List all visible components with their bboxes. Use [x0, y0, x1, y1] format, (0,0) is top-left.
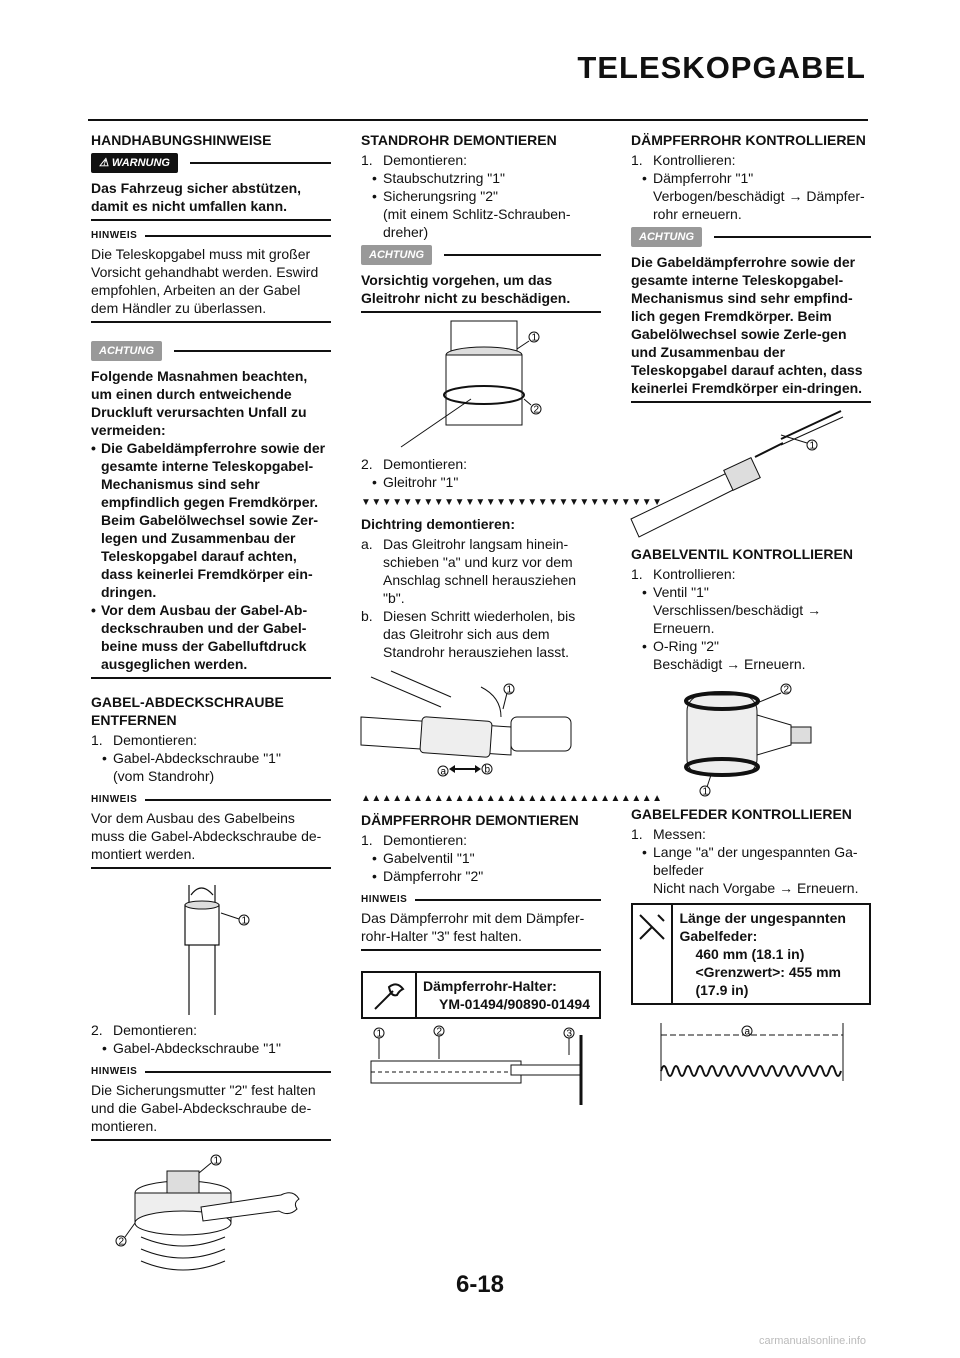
spring-spec-value-1: 460 mm (18.1 in)	[695, 946, 805, 962]
hinweis-3-text: Die Sicherungsmutter "2" fest halten und die Gabel-Abdeckschraube de-montieren.	[91, 1082, 316, 1134]
heading-daempfer-demontieren: DÄMPFERROHR DEMONTIEREN	[361, 812, 579, 828]
heading-handhabung: HANDHABUNGSHINWEISE	[91, 132, 272, 148]
page-number: 6-18	[455, 1271, 505, 1298]
hinweis-1-text: Die Teleskopgabel muss mit großer Vorsicht gehandhabt werden. Eswird empfohlen, Arbeiten an der Gabel dem Händler zu überlassen.	[91, 246, 319, 316]
figure-fork-spring	[631, 1011, 871, 1091]
figure-slide-tube	[361, 667, 601, 787]
figure-dust-seal	[361, 319, 601, 449]
callout-2: 2	[783, 684, 790, 696]
callout-1: 1	[531, 332, 538, 344]
callout-2: 2	[533, 404, 540, 416]
callout-a: a	[440, 766, 447, 778]
step-1: 1. Demontieren:	[91, 732, 198, 748]
header-rule	[88, 119, 868, 121]
heading-feder: GABELFEDER KONTROLLIEREN	[631, 806, 852, 822]
standrohr-step-1: 1. Demontieren:	[361, 152, 468, 168]
hinweis-4-header: HINWEIS	[361, 891, 601, 909]
achtung-1-intro: Folgende Masnahmen beachten, um einen durch entweichende Druckluft verursachten Unfall zu vermeiden:	[91, 368, 308, 438]
daempfer-bullet-2: • Dämpferrohr "2"	[361, 867, 601, 885]
callout-1: 1	[809, 440, 816, 452]
ventil-step-1: 1. Kontrollieren:	[631, 566, 736, 582]
heading-dichtring: Dichtring demontieren:	[361, 516, 516, 532]
callout-1: 1	[241, 915, 248, 927]
hinweis-3-header: HINWEIS	[91, 1063, 331, 1081]
standrohr-bullet-2: • Sicherungsring "2"	[361, 187, 601, 205]
achtung-2-header: ACHTUNG	[361, 245, 601, 265]
ventil-sub-2: Erneuern.	[653, 620, 715, 636]
figure-fork-valve	[631, 679, 871, 799]
ventil-bullet-2: • O-Ring "2"	[631, 637, 871, 655]
column-3	[631, 131, 871, 1097]
feder-step-1: 1. Messen:	[631, 826, 706, 842]
callout-2: 2	[436, 1026, 443, 1038]
figure-fork-cap	[91, 875, 331, 1015]
column-1	[91, 131, 331, 1288]
callout-2: 2	[118, 1236, 125, 1248]
daempfer-bullet-1: • Gabelventil "1"	[361, 849, 601, 867]
achtung-3-header: ACHTUNG	[631, 227, 871, 247]
footer-watermark: carmanualsonline.info	[758, 1335, 866, 1347]
callout-b: b	[484, 764, 491, 776]
hinweis-2-header: HINWEIS	[91, 791, 331, 809]
tool-spec-title: Dämpferrohr-Halter:	[423, 978, 557, 994]
heading-standrohr: STANDROHR DEMONTIEREN	[361, 132, 557, 148]
arrow-row-up: ▲▲▲▲▲▲▲▲▲▲▲▲▲▲▲▲▲▲▲▲▲▲▲▲▲▲▲▲▲	[361, 793, 663, 804]
figure-damper-rod	[631, 409, 871, 539]
heading-abdeckschraube: GABEL-ABDECKSCHRAUBE ENTFERNEN	[91, 694, 284, 728]
step-2: 2. Demontieren:	[91, 1022, 198, 1038]
warnung-text: Das Fahrzeug sicher abstützen, damit es nicht umfallen kann.	[91, 180, 302, 214]
ventil-bullet-1: • Ventil "1"	[631, 583, 871, 601]
figure-locknut-wrench	[91, 1147, 331, 1282]
achtung-1-bullet-1: • Die Gabeldämpferrohre sowie der gesamte interne Teleskopgabel- Mechanismus sind sehr empfindlich gegen Fremdkörper. Beim Gabelölwechsel sowie Zer-legen und Zusammenbau der Teleskopgabel darauf achten, dass keinerlei Fremdkörper ein-dringen.	[91, 439, 331, 601]
callout-1: 1	[376, 1028, 383, 1040]
kontroll-step-1: 1. Kontrollieren:	[631, 152, 736, 168]
arrow-row-down: ▼▼▼▼▼▼▼▼▼▼▼▼▼▼▼▼▼▼▼▼▼▼▼▼▼▼▼▼▼	[361, 497, 663, 508]
hinweis-2-text: Vor dem Ausbau des Gabelbeins muss die Gabel-Abdeckschraube de-montiert werden.	[91, 810, 322, 862]
callout-1: 1	[213, 1155, 220, 1167]
step-1-bullet: • Gabel-Abdeckschraube "1"	[91, 749, 331, 767]
figure-damper-holder	[361, 1025, 601, 1115]
tool-icon	[363, 973, 417, 1017]
kontroll-bullet-1: • Dämpferrohr "1"	[631, 169, 871, 187]
warnung-header	[91, 153, 331, 173]
callout-1: 1	[702, 786, 709, 798]
hinweis-4-text: Das Dämpferrohr mit dem Dämpfer-rohr-Halter "3" fest halten.	[361, 910, 585, 944]
callout-a: a	[744, 1026, 751, 1038]
step-2-bullet: • Gabel-Abdeckschraube "1"	[91, 1039, 331, 1057]
standrohr-sub: (mit einem Schlitz-Schrauben-dreher)	[383, 206, 571, 240]
heading-daempfer-kontrollieren: DÄMPFERROHR KONTROLLIEREN	[631, 132, 866, 148]
ventil-sub-3: Beschädigt → Erneuern.	[653, 656, 806, 672]
hinweis-1-header	[91, 227, 331, 245]
feder-sub: Nicht nach Vorgabe → Erneuern.	[653, 880, 859, 896]
callout-3: 3	[566, 1028, 573, 1040]
achtung-tag: ACHTUNG	[91, 341, 162, 361]
achtung-2-text: Vorsichtig vorgehen, um das Gleitrohr nicht zu beschädigen.	[361, 272, 571, 306]
standrohr-step-2-bullet: • Gleitrohr "1"	[361, 473, 601, 491]
dichtring-step-a: a. Das Gleitrohr langsam hinein-schieben "a" und kurz vor dem Anschlag schnell herausziehen "b".	[361, 536, 577, 606]
daempfer-step-1: 1. Demontieren:	[361, 832, 468, 848]
kontroll-sub: Verbogen/beschädigt → Dämpfer-rohr erneuern.	[653, 188, 865, 222]
warnung-tag: ⚠ WARNUNG	[91, 153, 178, 173]
column-2	[361, 131, 663, 1121]
achtung-1-bullet-2: • Vor dem Ausbau der Gabel-Ab-deckschrauben und der Gabel-beine muss der Gabelluftdruck ausgeglichen werden.	[91, 601, 331, 673]
warning-triangle-icon: ⚠	[99, 157, 112, 169]
feder-bullet-1: • Lange "a" der ungespannten Ga-belfeder	[631, 843, 871, 879]
caliper-icon	[633, 905, 673, 1003]
spring-spec-box	[631, 903, 871, 1005]
tool-spec-box	[361, 971, 601, 1019]
achtung-1-header	[91, 341, 331, 361]
callout-1: 1	[506, 684, 513, 696]
heading-ventil: GABELVENTIL KONTROLLIEREN	[631, 546, 853, 562]
achtung-3-text: Die Gabeldämpferrohre sowie der gesamte interne Teleskopgabel-Mechanismus sind sehr empfind-lich gegen Fremdkörper. Beim Gabelölwechsel sowie Zerle-gen und Zusammenbau der Teleskopgabel darauf achten, dass keinerlei Fremdkörper ein-dringen.	[631, 254, 863, 396]
tool-spec-value: YM-01494/90890-01494	[439, 996, 591, 1012]
ventil-sub-1: Verschlissen/beschädigt →	[653, 602, 822, 618]
step-1-sub: (vom Standrohr)	[113, 768, 215, 784]
page-title: TELESKOPGABEL	[577, 50, 866, 85]
spring-spec-title: Länge der ungespannten Gabelfeder:	[679, 910, 846, 944]
standrohr-step-2: 2. Demontieren:	[361, 456, 468, 472]
hinweis-tag: HINWEIS	[91, 230, 138, 241]
spring-spec-value-2: <Grenzwert>: 455 mm (17.9 in)	[695, 964, 841, 998]
standrohr-bullet-1: • Staubschutzring "1"	[361, 169, 601, 187]
dichtring-step-b: b. Diesen Schritt wiederholen, bis das Gleitrohr sich aus dem Standrohr herausziehen lasst.	[361, 608, 576, 660]
